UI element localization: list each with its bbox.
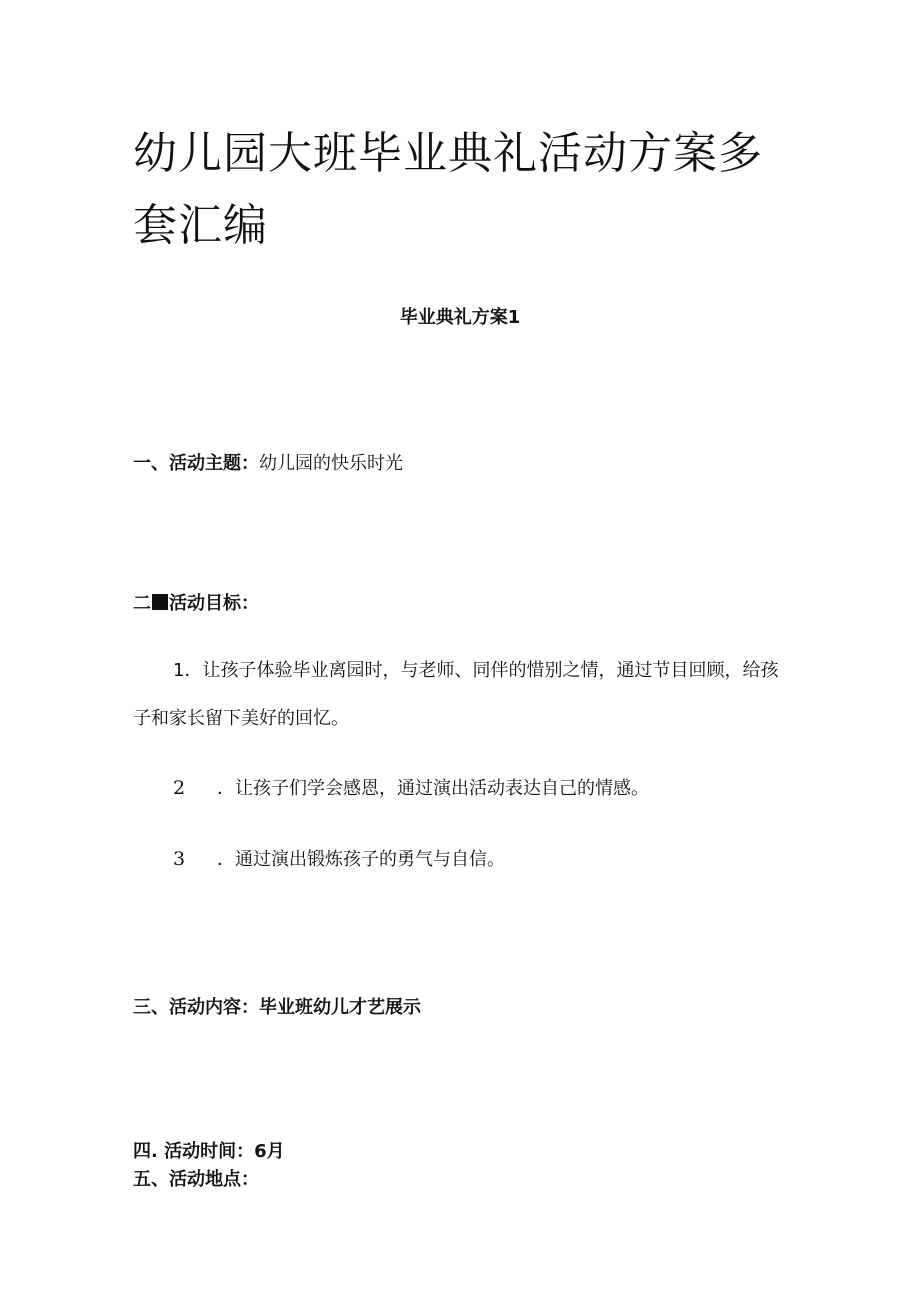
section-time-label: 四. 活动时间： [133,1141,255,1162]
plan-subtitle: 毕业典礼方案1 [399,307,521,328]
section-location-label: 五、活动地点： [133,1169,259,1190]
goal-item-1 [133,647,783,743]
section-theme-label: 一、活动主题： [133,453,259,474]
section-theme [133,450,403,478]
section-content-value: 毕业班幼儿才艺展示 [259,997,421,1018]
section-goals-prefix: 二 [133,593,151,614]
goal-item-2 [173,774,649,803]
section-content [133,994,421,1022]
goal-item-1-text: 1．让孩子体验毕业离园时，与老师、同伴的惜别之情，通过节目回顾，给孩子和家长留下美好的回忆。 [133,660,779,729]
goal-item-3-number: 3 [173,848,186,870]
section-time-value: 6月 [254,1141,285,1162]
section-time [133,1138,285,1166]
section-location [133,1166,259,1194]
filled-square-icon [152,594,168,610]
section-goals-label: 活动目标： [169,593,259,614]
section-content-label: 三、活动内容： [133,997,259,1018]
goal-item-2-text: ．让孩子们学会感恩，通过演出活动表达自己的情感。 [217,778,649,799]
goal-item-3 [173,845,505,874]
goal-item-3-text: ．通过演出锻炼孩子的勇气与自信。 [217,849,505,870]
goal-item-2-number: 2 [173,777,186,799]
section-goals [133,590,259,618]
section-theme-value: 幼儿园的快乐时光 [259,453,403,474]
document-title: 幼儿园大班毕业典礼活动方案多套汇编 [133,128,763,251]
